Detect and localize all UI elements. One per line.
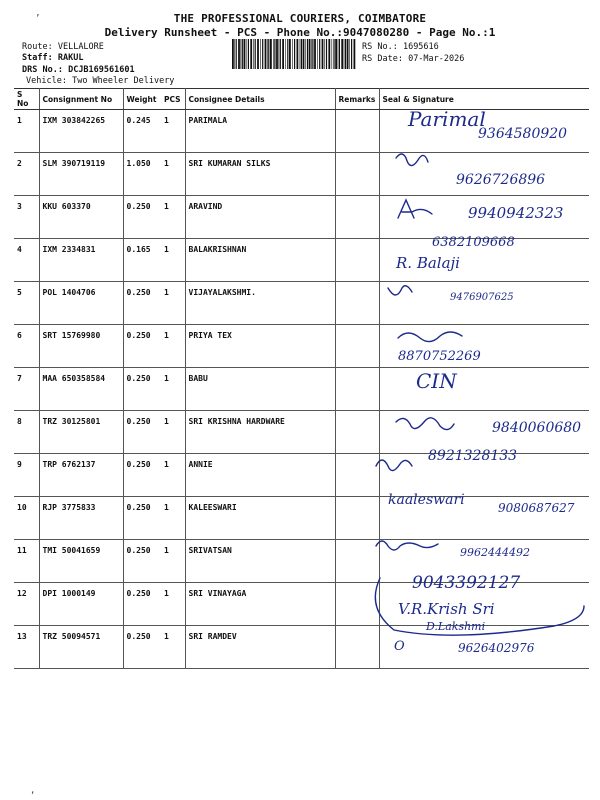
table-row — [14, 368, 589, 411]
cell-consignment: KKU 603370 — [39, 196, 123, 239]
cell-remarks — [335, 626, 379, 669]
cell-weight: 0.250 — [123, 325, 161, 368]
table-row — [14, 540, 589, 583]
vehicle-line — [26, 76, 174, 86]
barcode-bar — [236, 39, 237, 69]
table-row — [14, 110, 589, 153]
staff-value: RAKUL — [57, 53, 84, 63]
cell-remarks — [335, 239, 379, 282]
cell-pcs: 1 — [161, 583, 185, 626]
cell-remarks — [335, 540, 379, 583]
barcode-bar — [317, 39, 318, 69]
barcode-bar — [311, 39, 312, 69]
barcode-bar — [300, 39, 301, 69]
barcode-bar — [292, 39, 293, 69]
barcode-bar — [274, 39, 275, 69]
barcode-bar — [268, 39, 269, 69]
col-remarks: Remarks — [335, 89, 379, 110]
cell-sno: 10 — [14, 497, 39, 540]
barcode-bar — [257, 39, 259, 69]
table-row — [14, 153, 589, 196]
cell-weight: 0.250 — [123, 497, 161, 540]
signature-4-phone: 6382109668 — [432, 235, 515, 250]
barcode-bar — [297, 39, 299, 69]
barcode-bar — [305, 39, 306, 69]
scan-mark-bottom: ‚ — [30, 786, 36, 796]
barcode-bar — [301, 39, 302, 69]
drs-value: DCJB169561601 — [68, 65, 135, 75]
vehicle-label: Vehicle: — [26, 76, 67, 86]
barcode-bar — [282, 39, 284, 69]
cell-consignee: KALEESWARI — [185, 497, 335, 540]
cell-remarks — [335, 368, 379, 411]
barcode-bar — [287, 39, 288, 69]
page-subtitle: Delivery Runsheet - PCS - Phone No.:9047080280 - Page No.:1 — [104, 26, 496, 39]
cell-signature — [379, 626, 589, 669]
barcode — [232, 39, 357, 69]
signature-10-name: kaaleswari — [388, 492, 465, 508]
cell-consignee: VIJAYALAKSHMI. — [185, 282, 335, 325]
barcode-bar — [232, 39, 234, 69]
cell-pcs: 1 — [161, 497, 185, 540]
cell-sno: 12 — [14, 583, 39, 626]
cell-pcs: 1 — [161, 626, 185, 669]
barcode-bar — [335, 39, 337, 69]
barcode-bar — [294, 39, 295, 69]
cell-signature — [379, 411, 589, 454]
cell-consignment: MAA 650358584 — [39, 368, 123, 411]
cell-sno: 13 — [14, 626, 39, 669]
cell-signature — [379, 153, 589, 196]
cell-weight: 0.250 — [123, 411, 161, 454]
cell-consignee: BABU — [185, 368, 335, 411]
barcode-bar — [344, 39, 345, 69]
cell-sno: 7 — [14, 368, 39, 411]
barcode-bar — [339, 39, 340, 69]
cell-consignee: ANNIE — [185, 454, 335, 497]
cell-sno: 9 — [14, 454, 39, 497]
cell-sno: 2 — [14, 153, 39, 196]
signature-8-phone: 9840060680 — [492, 420, 582, 436]
barcode-bar — [345, 39, 346, 69]
cell-remarks — [335, 583, 379, 626]
cell-sno: 4 — [14, 239, 39, 282]
route-label: Route: — [22, 42, 53, 52]
cell-sno: 1 — [14, 110, 39, 153]
cell-consignment: IXM 2334831 — [39, 239, 123, 282]
barcode-bar — [241, 39, 242, 69]
table-header-row — [14, 89, 589, 110]
cell-weight: 0.250 — [123, 454, 161, 497]
cell-remarks — [335, 454, 379, 497]
cell-weight: 0.250 — [123, 282, 161, 325]
runsheet-table — [14, 88, 589, 669]
signature-7-name: CIN — [416, 369, 457, 393]
table-row — [14, 626, 589, 669]
cell-signature — [379, 325, 589, 368]
barcode-bar — [307, 39, 308, 69]
cell-signature — [379, 110, 589, 153]
barcode-bar — [289, 39, 291, 69]
signature-13-phone: 9626402976 — [458, 641, 535, 655]
barcode-bar — [242, 39, 243, 69]
barcode-bar — [338, 39, 339, 69]
signature-12-name: V.R.Krish Sri — [398, 600, 495, 618]
cell-consignee: PRIYA TEX — [185, 325, 335, 368]
barcode-bar — [276, 39, 278, 69]
cell-consignee: SRI KUMARAN SILKS — [185, 153, 335, 196]
barcode-bar — [314, 39, 316, 69]
signature-12-phone: 9043392127 — [412, 573, 521, 593]
cell-pcs: 1 — [161, 368, 185, 411]
rs-no-label: RS No.: — [362, 42, 398, 52]
page-title: THE PROFESSIONAL COURIERS, COIMBATORE — [173, 12, 427, 25]
table-row — [14, 583, 589, 626]
barcode-bar — [285, 39, 286, 69]
col-consignment: Consignment No — [39, 89, 123, 110]
rs-date-label: RS Date: — [362, 54, 403, 64]
staff-label: Staff: — [22, 53, 53, 63]
cell-weight: 0.250 — [123, 368, 161, 411]
cell-consignee: ARAVIND — [185, 196, 335, 239]
barcode-bar — [244, 39, 246, 69]
barcode-bar — [248, 39, 249, 69]
cell-consignment: DPI 1000149 — [39, 583, 123, 626]
cell-consignee: SRI VINAYAGA — [185, 583, 335, 626]
rs-date-value: 07-Mar-2026 — [408, 54, 465, 64]
route-line — [22, 42, 104, 52]
barcode-bar — [322, 39, 324, 69]
cell-consignment: TMI 50041659 — [39, 540, 123, 583]
table-row — [14, 497, 589, 540]
barcode-bar — [260, 39, 261, 69]
cell-signature — [379, 497, 589, 540]
cell-remarks — [335, 325, 379, 368]
cell-weight: 0.165 — [123, 239, 161, 282]
barcode-bar — [273, 39, 274, 69]
cell-sno: 11 — [14, 540, 39, 583]
barcode-bar — [333, 39, 334, 69]
cell-signature — [379, 239, 589, 282]
cell-pcs: 1 — [161, 325, 185, 368]
rs-no-line — [362, 42, 439, 52]
barcode-bar — [246, 39, 247, 69]
barcode-bar — [351, 39, 352, 69]
cell-weight: 1.050 — [123, 153, 161, 196]
barcode-bar — [265, 39, 267, 69]
table-row — [14, 411, 589, 454]
signature-3-phone: 9940942323 — [468, 204, 564, 222]
cell-pcs: 1 — [161, 153, 185, 196]
route-value: VELLALORE — [57, 42, 104, 52]
col-sno: S No — [14, 89, 39, 110]
table-row — [14, 325, 589, 368]
signature-5-phone: 9476907625 — [450, 292, 514, 303]
cell-consignment: TRZ 30125801 — [39, 411, 123, 454]
cell-consignee: SRI KRISHNA HARDWARE — [185, 411, 335, 454]
col-weight: Weight — [123, 89, 161, 110]
vehicle-value: Two Wheeler Delivery — [72, 76, 175, 86]
cell-signature — [379, 368, 589, 411]
cell-pcs: 1 — [161, 540, 185, 583]
cell-pcs: 1 — [161, 411, 185, 454]
cell-signature — [379, 540, 589, 583]
cell-signature — [379, 583, 589, 626]
barcode-bar — [332, 39, 333, 69]
table-row — [14, 239, 589, 282]
cell-consignment: TRP 6762137 — [39, 454, 123, 497]
cell-weight: 0.250 — [123, 196, 161, 239]
cell-signature — [379, 196, 589, 239]
cell-consignment: POL 1404706 — [39, 282, 123, 325]
cell-pcs: 1 — [161, 454, 185, 497]
barcode-bar — [324, 39, 325, 69]
cell-pcs: 1 — [161, 110, 185, 153]
cell-sno: 5 — [14, 282, 39, 325]
drs-line — [22, 65, 135, 75]
signature-4-name: R. Balaji — [396, 254, 460, 272]
cell-pcs: 1 — [161, 196, 185, 239]
cell-consignment: IXM 303842265 — [39, 110, 123, 153]
rs-no-value: 1695616 — [402, 42, 439, 52]
cell-signature — [379, 282, 589, 325]
cell-weight: 0.250 — [123, 583, 161, 626]
cell-remarks — [335, 196, 379, 239]
cell-weight: 0.245 — [123, 110, 161, 153]
signature-13-name: D.Lakshmi — [426, 620, 486, 633]
cell-remarks — [335, 411, 379, 454]
staff-line — [22, 53, 83, 63]
signature-1-name: Parimal — [408, 107, 486, 131]
cell-consignee: PARIMALA — [185, 110, 335, 153]
col-pcs: PCS — [161, 89, 185, 110]
cell-remarks — [335, 497, 379, 540]
cell-pcs: 1 — [161, 239, 185, 282]
cell-consignment: RJP 3775833 — [39, 497, 123, 540]
signature-6-phone: 8870752269 — [398, 349, 481, 364]
scan-mark: ’ — [35, 14, 41, 24]
cell-remarks — [335, 153, 379, 196]
drs-label: DRS No.: — [22, 65, 63, 75]
barcode-bar — [349, 39, 350, 69]
barcode-bar — [279, 39, 280, 69]
barcode-bar — [312, 39, 313, 69]
cell-consignee: BALAKRISHNAN — [185, 239, 335, 282]
rs-date-line — [362, 54, 464, 64]
barcode-bar — [309, 39, 311, 69]
barcode-bar — [319, 39, 320, 69]
barcode-bar — [354, 39, 356, 69]
cell-consignee: SRIVATSAN — [185, 540, 335, 583]
col-consignee: Consignee Details — [185, 89, 335, 110]
barcode-bar — [250, 39, 252, 69]
cell-consignment: SRT 15769980 — [39, 325, 123, 368]
signature-10-phone: 9080687627 — [498, 501, 575, 515]
barcode-bar — [253, 39, 254, 69]
table-row — [14, 196, 589, 239]
barcode-bar — [270, 39, 272, 69]
cell-remarks — [335, 110, 379, 153]
barcode-bar — [303, 39, 305, 69]
signature-11-phone: 9962444492 — [460, 546, 530, 559]
cell-sno: 6 — [14, 325, 39, 368]
barcode-bar — [238, 39, 240, 69]
signature-13-mark: O — [394, 639, 405, 654]
barcode-bar — [341, 39, 343, 69]
signature-9-phone: 8921328133 — [428, 448, 518, 464]
barcode-bar — [347, 39, 349, 69]
barcode-bar — [234, 39, 235, 69]
table-row — [14, 454, 589, 497]
cell-remarks — [335, 282, 379, 325]
barcode-bar — [326, 39, 327, 69]
table-row — [14, 282, 589, 325]
barcode-bar — [328, 39, 330, 69]
col-signature: Seal & Signature — [379, 89, 589, 110]
barcode-bar — [255, 39, 256, 69]
cell-sno: 8 — [14, 411, 39, 454]
cell-sno: 3 — [14, 196, 39, 239]
cell-signature — [379, 454, 589, 497]
cell-pcs: 1 — [161, 282, 185, 325]
signature-1-phone: 9364580920 — [478, 126, 568, 142]
cell-consignee: SRI RAMDEV — [185, 626, 335, 669]
cell-consignment: SLM 390719119 — [39, 153, 123, 196]
barcode-bar — [262, 39, 263, 69]
signature-2-phone: 9626726896 — [456, 172, 546, 188]
cell-consignment: TRZ 50094571 — [39, 626, 123, 669]
barcode-bar — [267, 39, 268, 69]
barcode-bar — [280, 39, 281, 69]
cell-weight: 0.250 — [123, 626, 161, 669]
cell-weight: 0.250 — [123, 540, 161, 583]
